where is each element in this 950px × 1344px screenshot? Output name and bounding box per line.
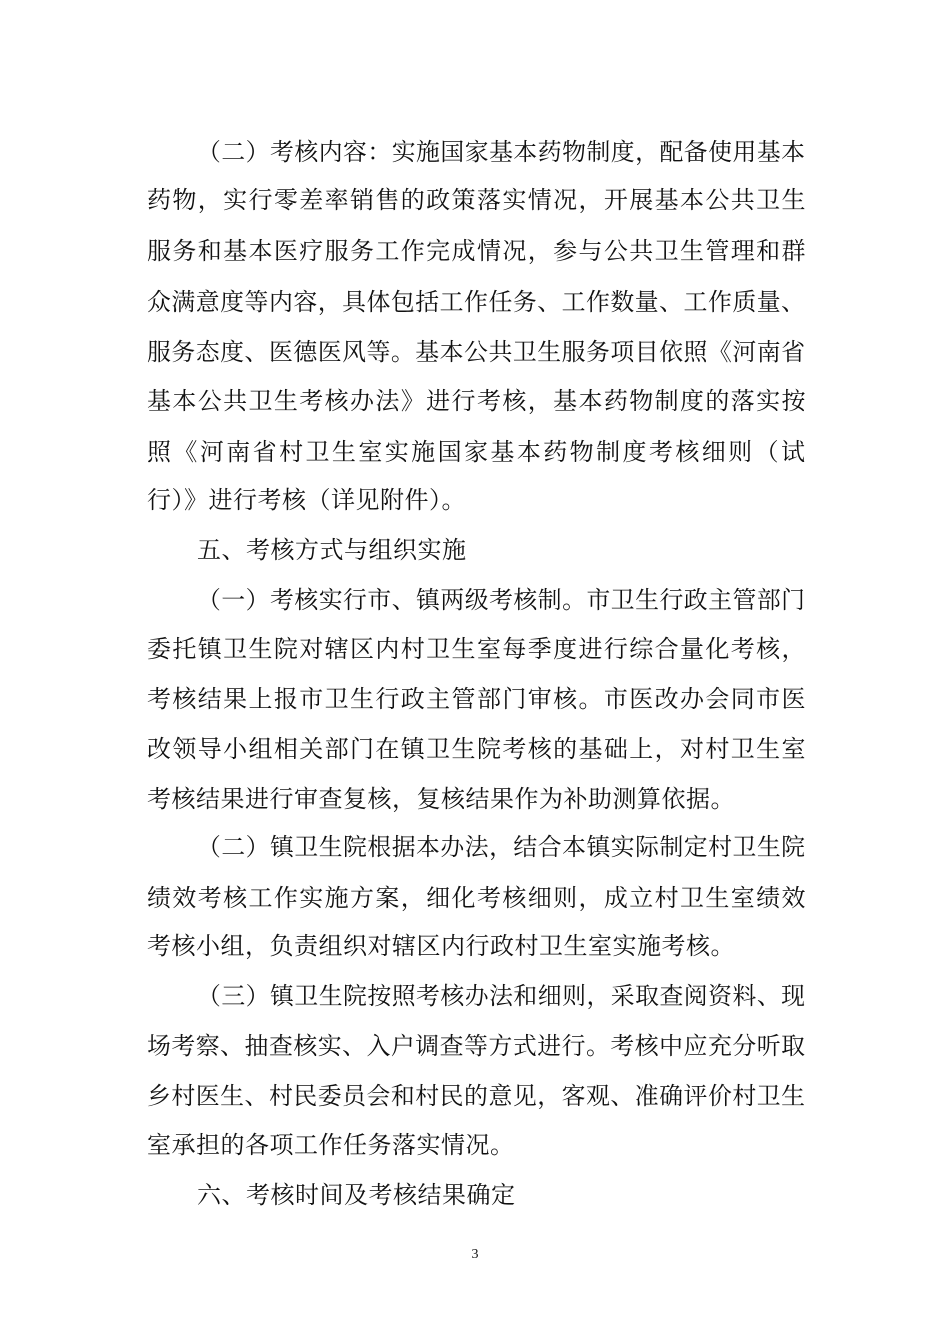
paragraph-line: 服务和基本医疗服务工作完成情况，参与公共卫生管理和群: [147, 237, 807, 265]
section-heading: 五、考核方式与组织实施: [197, 536, 467, 564]
paragraph-line: 改领导小组相关部门在镇卫生院考核的基础上，对村卫生室: [147, 735, 807, 763]
paragraph-line: （三）镇卫生院按照考核办法和细则，采取查阅资料、现: [197, 982, 806, 1010]
paragraph-line: 绩效考核工作实施方案，细化考核细则，成立村卫生室绩效: [147, 884, 807, 912]
page-number: 3: [471, 1247, 479, 1262]
paragraph-line: 场考察、抽查核实、入户调查等方式进行。考核中应充分听取: [147, 1032, 806, 1060]
paragraph-line: 行）》进行考核（详见附件）。: [147, 486, 466, 514]
paragraph-line: 乡村医生、村民委员会和村民的意见，客观、准确评价村卫生: [147, 1082, 806, 1110]
paragraph-line: 服务态度、医德医风等。基本公共卫生服务项目依照《河南省: [147, 338, 806, 366]
paragraph-line: 考核结果上报市卫生行政主管部门审核。市医改办会同市医: [147, 685, 807, 713]
paragraph-line: （二）镇卫生院根据本办法，结合本镇实际制定村卫生院: [197, 833, 806, 861]
paragraph-line: 照《河南省村卫生室实施国家基本药物制度考核细则（试: [147, 438, 808, 466]
paragraph-line: 药物，实行零差率销售的政策落实情况，开展基本公共卫生: [147, 186, 807, 214]
section-heading: 六、考核时间及考核结果确定: [197, 1181, 516, 1209]
paragraph-line: 考核结果进行审查复核，复核结果作为补助测算依据。: [147, 785, 735, 813]
paragraph-line: 众满意度等内容，具体包括工作任务、工作数量、工作质量、: [147, 288, 806, 316]
paragraph-line: 室承担的各项工作任务落实情况。: [147, 1131, 515, 1159]
paragraph-line: 委托镇卫生院对辖区内村卫生室每季度进行综合量化考核，: [147, 635, 807, 663]
paragraph-line: （一）考核实行市、镇两级考核制。市卫生行政主管部门: [197, 586, 806, 614]
paragraph-line: （二）考核内容：实施国家基本药物制度，配备使用基本: [197, 138, 806, 166]
paragraph-line: 考核小组，负责组织对辖区内行政村卫生室实施考核。: [147, 932, 735, 960]
paragraph-line: 基本公共卫生考核办法》进行考核，基本药物制度的落实按: [147, 387, 807, 415]
